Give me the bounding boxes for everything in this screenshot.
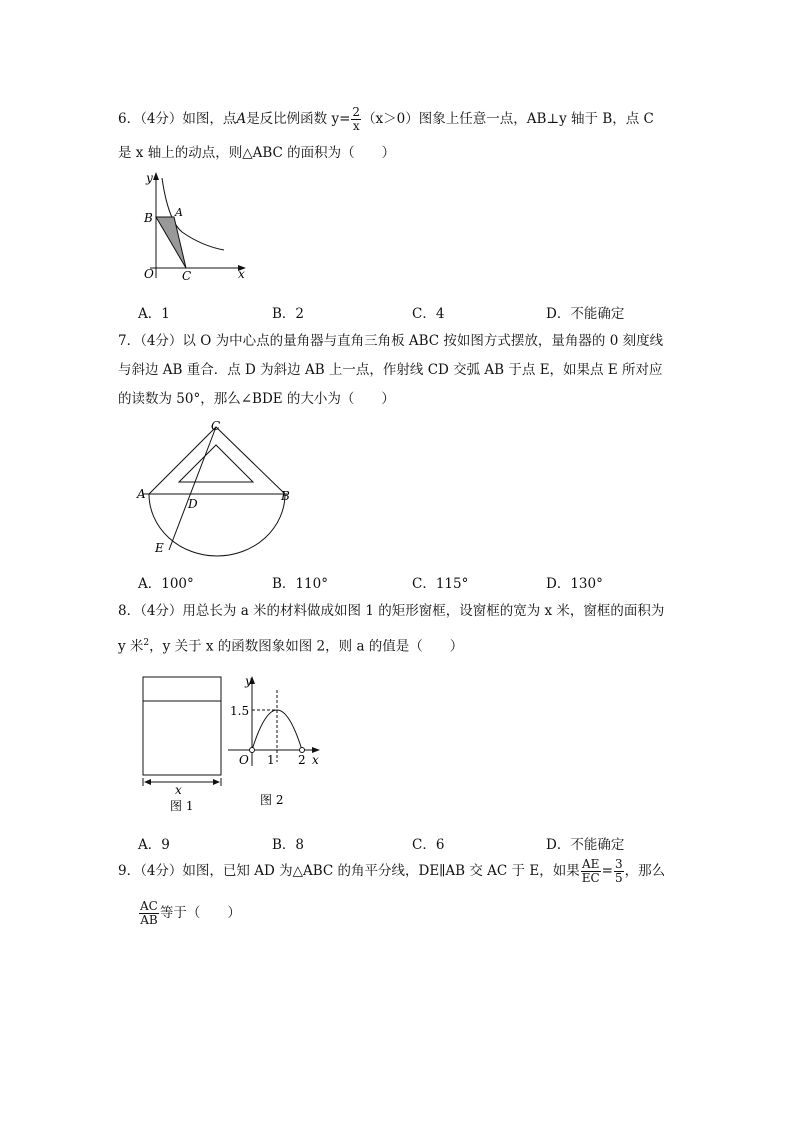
q9-f2-den: 5: [614, 871, 623, 885]
q6-option-b: B．2: [272, 306, 305, 322]
q8-text-b: ，y 关于 x 的函数图象如图 2，则 a 的值是（ ）: [149, 638, 464, 655]
q8-option-d: D．不能确定: [546, 837, 625, 853]
q7-option-a: A．100°: [138, 576, 194, 592]
q9-equals: =: [601, 863, 613, 879]
q7-figure: [135, 418, 305, 563]
q7-line-3: 的读数为 50°，那么∠BDE 的大小为（ ）: [118, 391, 395, 407]
q6-option-c: C．4: [412, 306, 445, 322]
q7-option-d: D．130°: [546, 576, 603, 592]
q7-fig-A: A: [137, 487, 146, 501]
q6-fig-B: B: [144, 211, 153, 225]
q9-line-1: [118, 858, 665, 885]
q8-fig2-tick2: 2: [298, 753, 306, 767]
q8-fig2-tick15: 1.5: [230, 704, 250, 718]
q6-fraction: [351, 106, 361, 133]
q6-frac-num: 2: [352, 105, 361, 119]
q9-fraction-ae-ec: [581, 858, 601, 885]
q6-option-d: D．不能确定: [546, 306, 625, 322]
q8-text-a: y 米: [118, 638, 144, 655]
q8-option-b: B．8: [272, 837, 305, 853]
q9-line-2: [138, 900, 241, 927]
q8-figure-2: [228, 670, 328, 812]
q8-text-sup: 2: [143, 638, 150, 648]
q9-f3-den: AB: [140, 913, 158, 927]
q6-text-d: （x＞0）图象上任意一点，AB⊥y 轴于 B，点 C: [362, 111, 654, 127]
q6-fig-y: y: [146, 171, 153, 185]
q9-text-c: 等于（ ）: [159, 905, 241, 921]
q6-option-a: A．1: [138, 306, 170, 322]
q9-text-a: 9．（4分）如图，已知 AD 为△ABC 的角平分线，DE∥AB 交 AC 于 E，如果: [118, 863, 580, 879]
q6-fig-C: C: [182, 269, 192, 283]
q8-fig2-O: O: [239, 753, 249, 767]
q8-fig1-caption: 图 1: [170, 799, 194, 813]
q6-line-1: [118, 106, 654, 133]
q6-fig-x: x: [238, 267, 245, 281]
q8-line-1: 8．（4分）用总长为 a 米的材料做成如图 1 的矩形窗框，设窗框的宽为 x 米，窗框的面积为: [118, 603, 665, 619]
q7-fig-C: C: [211, 419, 221, 433]
q7-option-b: B．110°: [272, 576, 328, 592]
q8-option-a: A．9: [138, 837, 170, 853]
q6-frac-den: x: [352, 119, 360, 133]
q9-f1-num: AE: [581, 857, 600, 871]
q6-text-b: A: [236, 111, 247, 127]
q6-fig-A: A: [175, 206, 183, 219]
q6-figure: [130, 170, 260, 285]
q6-line-2: 是 x 轴上的动点，则△ABC 的面积为（ ）: [118, 145, 396, 161]
q7-fig-B: B: [281, 489, 290, 503]
q6-text-c: 是反比例函数 y=: [246, 111, 351, 127]
q8-fig2-y: y: [245, 674, 252, 688]
q7-fig-D: D: [188, 497, 198, 511]
q9-f1-den: EC: [581, 871, 600, 885]
q8-fig2-tick1: 1: [267, 753, 275, 767]
q8-figure-1: [138, 672, 230, 814]
q6-text-a: 6．（4分）如图，点: [118, 111, 237, 127]
q7-option-c: C．115°: [412, 576, 469, 592]
q9-f2-num: 3: [614, 857, 623, 871]
q7-line-1: 7．（4分）以 O 为中心点的量角器与直角三角板 ABC 按如图方式摆放，量角器的 0 刻度线: [118, 333, 664, 349]
q8-option-c: C．6: [412, 837, 445, 853]
q7-fig-E: E: [155, 541, 164, 555]
q7-line-2: 与斜边 AB 重合．点 D 为斜边 AB 上一点，作射线 CD 交弧 AB 于点 E，如果点 E 所对应: [118, 362, 663, 378]
q8-fig2-x: x: [312, 753, 319, 767]
q8-fig1-x: x: [175, 783, 182, 797]
q6-fig-O: O: [144, 267, 154, 281]
q8-line-2: [118, 634, 463, 657]
q9-text-b: ，那么: [624, 863, 666, 879]
q9-f3-num: AC: [140, 899, 158, 913]
q8-fig2-caption: 图 2: [260, 793, 284, 807]
q9-fraction-3-5: [614, 858, 624, 885]
q9-fraction-ac-ab: [139, 900, 159, 927]
